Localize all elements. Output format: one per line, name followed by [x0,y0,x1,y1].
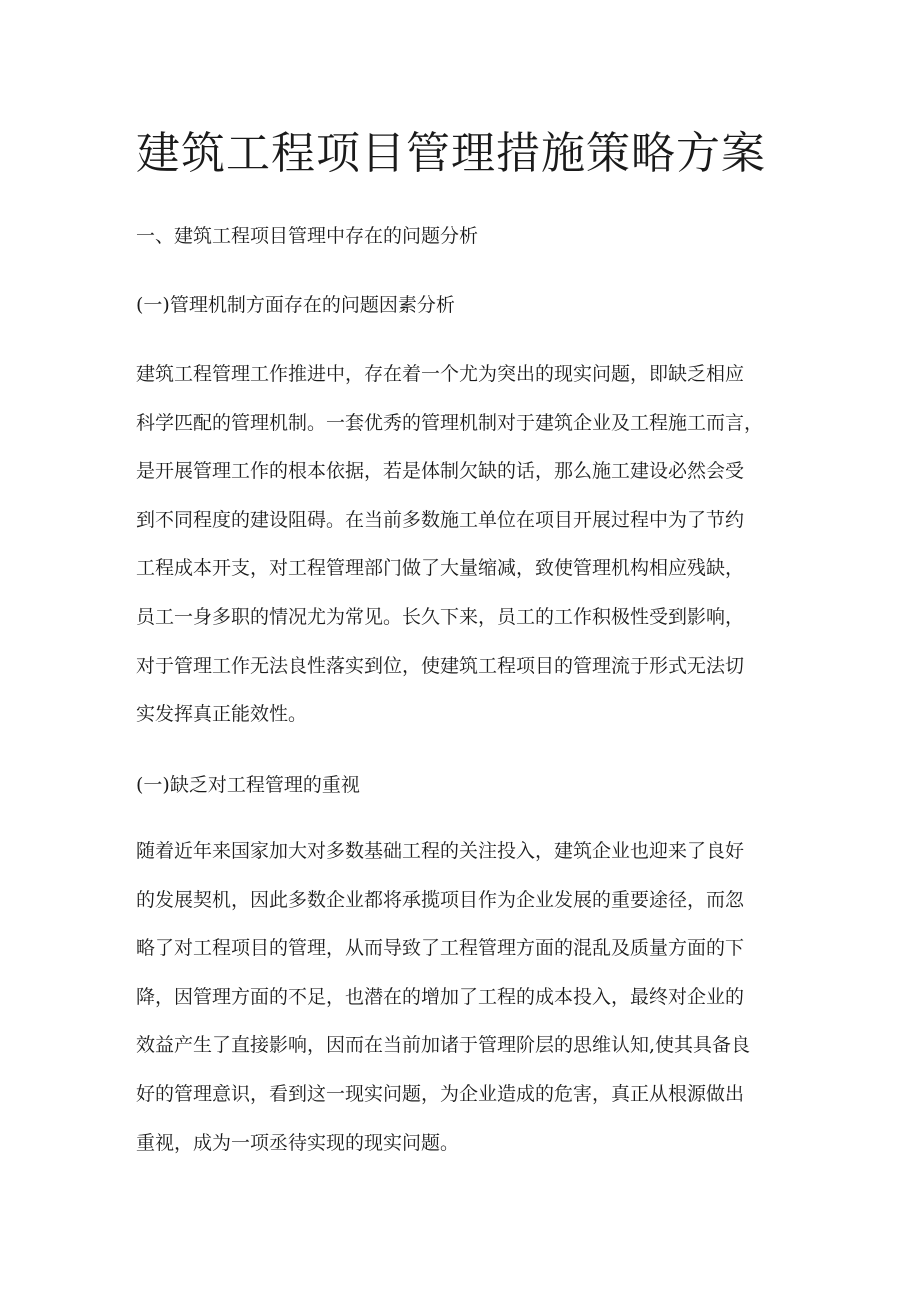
paragraph-line: 工程成本开支，对工程管理部门做了大量缩减，致使管理机构相应残缺， [136,557,745,580]
section-heading: 一、建筑工程项目管理中存在的问题分析 [136,225,479,247]
paragraph-line: 是开展管理工作的根本依据，若是体制欠缺的话，那么施工建设必然会受 [136,460,745,483]
paragraph-line: 到不同程度的建设阻碍。在当前多数施工单位在项目开展过程中为了节约 [136,508,745,531]
paragraph-management-mechanism [136,362,796,751]
paragraph-line: 好的管理意识，看到这一现实问题，为企业造成的危害，真正从根源做出 [136,1082,745,1105]
paragraph-line: 效益产生了直接影响，因而在当前加诸于管理阶层的思维认知,使其具备良 [136,1034,751,1057]
paragraph-line: 重视，成为一项丞待实现的现实问题。 [136,1131,460,1154]
paragraph-line: 科学匹配的管理机制。一套优秀的管理机制对于建筑企业及工程施工而言， [136,411,764,434]
subsection-heading-management-mechanism: (一)管理机制方面存在的问题因素分析 [136,294,455,316]
subsection-heading-lack-of-attention: (一)缺乏对工程管理的重视 [136,774,360,796]
paragraph-line: 对于管理工作无法良性落实到位，使建筑工程项目的管理流于形式无法切 [136,654,745,677]
paragraph-line: 随着近年来国家加大对多数基础工程的关注投入，建筑企业也迎来了良好 [136,840,745,862]
paragraph-lack-of-attention [136,839,796,1179]
paragraph-line: 的发展契机，因此多数企业都将承揽项目作为企业发展的重要途径，而忽 [136,888,745,911]
paragraph-line: 降，因管理方面的不足，也潜在的增加了工程的成本投入，最终对企业的 [136,985,745,1008]
paragraph-line: 略了对工程项目的管理，从而导致了工程管理方面的混乱及质量方面的下 [136,937,745,960]
paragraph-line: 员工一身多职的情况尤为常见。长久下来，员工的工作积极性受到影响， [136,605,745,628]
paragraph-line: 建筑工程管理工作推进中，存在着一个尤为突出的现实问题，即缺乏相应 [136,363,745,385]
paragraph-line: 实发挥真正能效性。 [136,703,308,726]
document-title: 建筑工程项目管理措施策略方案 [136,128,766,179]
